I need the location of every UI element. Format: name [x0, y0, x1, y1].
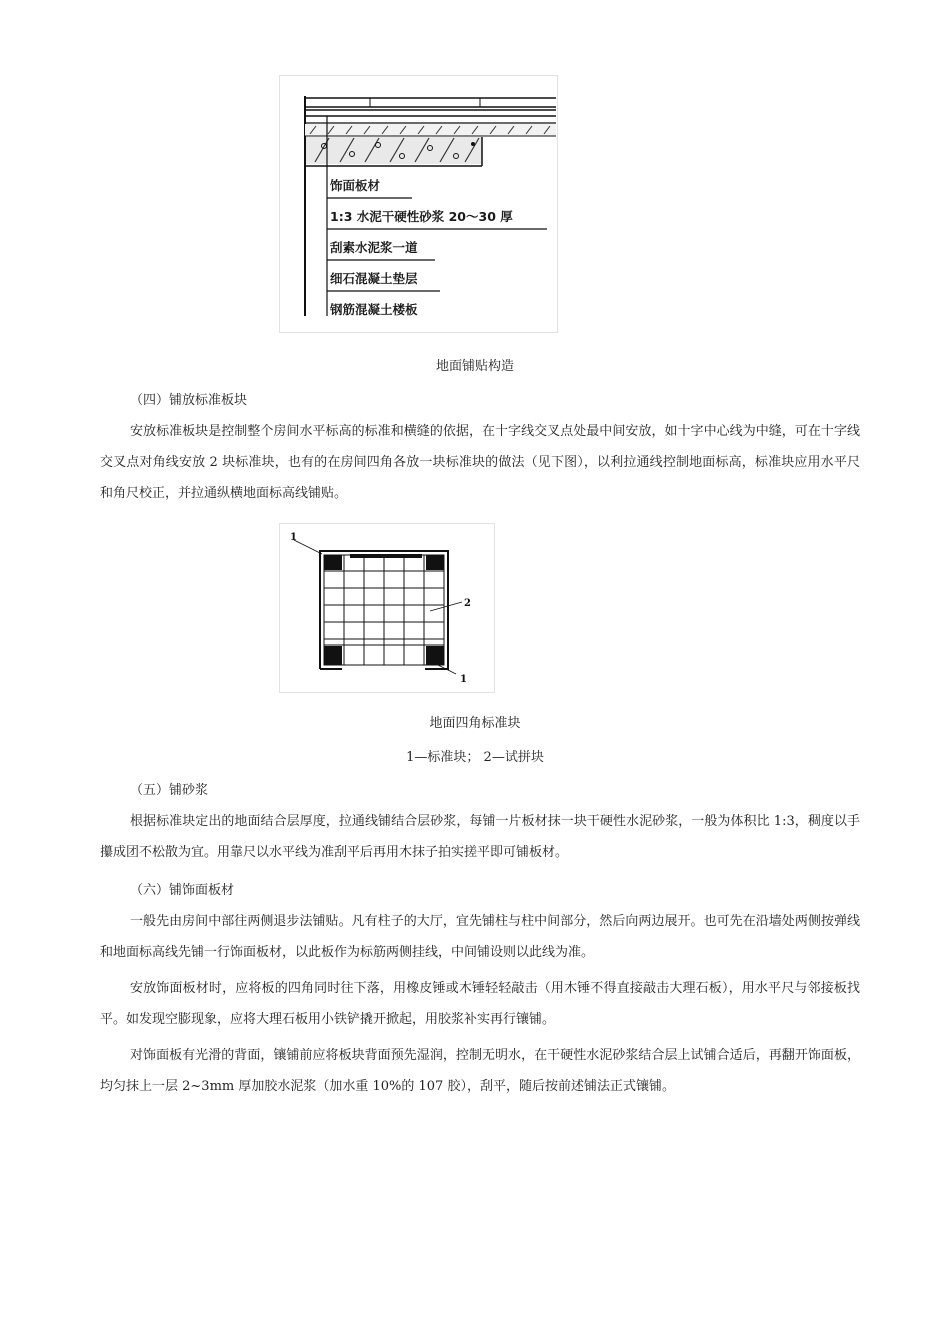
section4-paragraph: 安放标准板块是控制整个房间水平标高的标准和横缝的依据，在十字线交叉点处最中间安放，如十字中心线为中缝，可在十字线交叉点对角线安放 2 块标准块，也有的在房间四角各放一块标准块的做法（见下图），以利拉通线控制地面标高，标准块应用水平尺和角尺校正，并拉通纵横地面标高线铺贴。	[100, 424, 860, 501]
layer-label-rc-slab: 钢筋混凝土楼板	[330, 302, 418, 317]
corner-standard-blocks-figure	[279, 523, 495, 693]
layer-label-mortar: 1:3 水泥干硬性砂浆 20～30 厚	[330, 209, 513, 224]
label-trial-block: 2	[464, 598, 471, 609]
section6-heading: （六）铺饰面板材	[130, 883, 235, 898]
section5-heading: （五）铺砂浆	[130, 783, 209, 798]
section4-heading: （四）铺放标准板块	[130, 393, 248, 408]
section6-paragraph-2: 安放饰面板材时，应将板的四角同时往下落，用橡皮锤或木锤轻轻敲击（用木锤不得直接敲击大理石板），用水平尺与邻接板找平。如发现空膨现象，应将大理石板用小铁铲撬开掀起，用胶浆补实再行镶铺。	[100, 981, 860, 1027]
figure1-caption: 地面铺贴构造	[435, 359, 514, 374]
standard-blocks-drawing	[280, 524, 495, 693]
label-standard-block-bottom: 1	[460, 674, 467, 685]
floor-layers-drawing	[280, 76, 558, 333]
section5-paragraph: 根据标准块定出的地面结合层厚度，拉通线铺结合层砂浆，每铺一片板材抹一块干硬性水泥砂浆，一般为体积比 1:3，稠度以手攥成团不松散为宜。用靠尺以水平线为准刮平后再用木抹子拍实搓平即可铺板材。	[100, 814, 860, 860]
label-standard-block-top: 1	[290, 532, 297, 543]
layer-label-facing: 饰面板材	[330, 178, 381, 193]
layer-label-concrete-cushion: 细石混凝土垫层	[330, 271, 418, 286]
layer-label-cement-slurry: 刮素水泥浆一道	[330, 240, 418, 255]
floor-construction-figure	[279, 75, 558, 333]
section6-paragraph-3: 对饰面板有光滑的背面，镶铺前应将板块背面预先湿润，控制无明水，在干硬性水泥砂浆结合层上试铺合适后，再翻开饰面板，均匀抹上一层 2~3mm 厚加胶水泥浆（加水重 10%的 107 胶），刮平，随后按前述铺法正式镶铺。	[100, 1048, 860, 1094]
figure2-caption: 地面四角标准块	[429, 716, 521, 731]
section6-paragraph-1: 一般先由房间中部往两侧退步法铺贴。凡有柱子的大厅，宜先铺柱与柱中间部分，然后向两边展开。也可先在沿墙处两侧按弹线和地面标高线先铺一行饰面板材，以此板作为标筋两侧挂线，中间铺设则以此线为准。	[100, 914, 860, 960]
figure2-legend: 1—标准块； 2—试拼块	[406, 750, 544, 765]
